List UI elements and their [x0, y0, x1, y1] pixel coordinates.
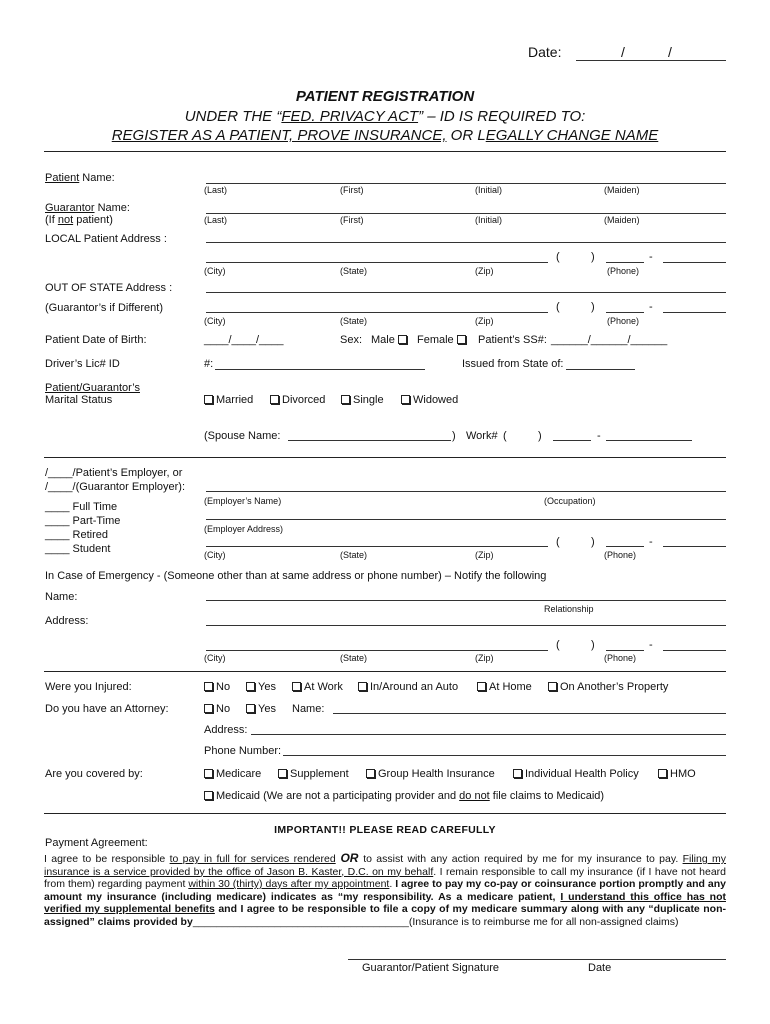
employer-name-field[interactable] — [206, 491, 726, 492]
sub-zip: (Zip) — [475, 653, 494, 663]
checkbox-icon[interactable] — [204, 791, 213, 800]
date-label: Date: — [528, 44, 562, 60]
emergency-phone-number[interactable] — [663, 650, 726, 651]
paren-open: ( — [556, 301, 560, 313]
signature-date-label: Date — [588, 962, 612, 974]
employment-student[interactable]: ____ Student — [45, 543, 111, 555]
sex-male-option[interactable]: Male — [371, 334, 410, 346]
dob-field[interactable]: ____/____/____ — [204, 334, 284, 346]
sub-last: (Last) — [204, 215, 228, 225]
marital-married-option[interactable]: Married — [204, 394, 253, 406]
sex-label: Sex: — [340, 334, 363, 346]
emergency-name-field[interactable] — [206, 600, 726, 601]
form-subtitle-2: REGISTER AS A PATIENT, PROVE INSURANCE, OR LEGALLY CHANGE NAME — [111, 127, 659, 144]
sub-last: (Last) — [204, 185, 228, 195]
sub-phone: (Phone) — [607, 316, 640, 326]
employer-phone-prefix[interactable] — [606, 546, 644, 547]
attorney-name-field[interactable] — [333, 713, 726, 714]
paren-open: ( — [556, 639, 560, 651]
date-separator: / — [668, 44, 672, 60]
covered-medicaid-option[interactable]: Medicaid (We are not a participating provider and do not file claims to Medicaid) — [204, 790, 604, 802]
sub-city: (City) — [204, 316, 226, 326]
injured-yes-option[interactable]: Yes — [246, 681, 276, 693]
emergency-city-field[interactable] — [206, 650, 548, 651]
sub-employer-name: (Employer’s Name) — [204, 496, 282, 506]
marital-label: Patient/Guarantor’s — [45, 382, 140, 394]
checkbox-icon[interactable] — [246, 682, 255, 691]
paren-close: ) — [452, 430, 456, 442]
injured-label: Were you Injured: — [45, 681, 132, 693]
injured-no-option[interactable]: No — [204, 681, 230, 693]
covered-label: Are you covered by: — [45, 768, 143, 780]
checkbox-icon[interactable] — [477, 682, 486, 691]
dob-label: Patient Date of Birth: — [45, 334, 147, 346]
date-field[interactable] — [576, 60, 726, 61]
divider — [44, 813, 726, 814]
paren-close: ) — [591, 536, 595, 548]
paren-close: ) — [538, 430, 542, 442]
sub-first: (First) — [340, 185, 364, 195]
checkbox-icon[interactable] — [548, 682, 557, 691]
checkbox-icon[interactable] — [278, 769, 287, 778]
sub-initial: (Initial) — [475, 185, 503, 195]
dash: - — [597, 430, 601, 442]
checkbox-icon[interactable] — [204, 395, 213, 404]
out-of-state-label: OUT OF STATE Address : — [45, 282, 173, 294]
attorney-address-label: Address: — [204, 724, 248, 736]
marital-divorced-option[interactable]: Divorced — [270, 394, 325, 406]
sub-occupation: (Occupation) — [544, 496, 596, 506]
attorney-phone-field[interactable] — [283, 755, 726, 756]
divider — [44, 457, 726, 458]
sub-initial: (Initial) — [475, 215, 503, 225]
checkbox-icon[interactable] — [204, 704, 213, 713]
form-subtitle: UNDER THE “FED. PRIVACY ACT” – ID IS REQUIRED TO: — [184, 108, 586, 125]
employment-part-time[interactable]: ____ Part-Time — [45, 515, 121, 527]
sub-city: (City) — [204, 653, 226, 663]
injured-auto-option[interactable]: In/Around an Auto — [358, 681, 458, 693]
covered-hmo-option[interactable]: HMO — [658, 768, 696, 780]
payment-agreement-label: Payment Agreement: — [45, 837, 148, 849]
sex-female-option[interactable]: Female — [417, 334, 469, 346]
local-phone-number[interactable] — [663, 262, 726, 263]
attorney-yes-option[interactable]: Yes — [246, 703, 276, 715]
sub-state: (State) — [340, 266, 368, 276]
attorney-name-label: Name: — [292, 703, 325, 715]
checkbox-icon[interactable] — [204, 769, 213, 778]
paren-open: ( — [503, 430, 507, 442]
checkbox-icon[interactable] — [270, 395, 279, 404]
employer-label-2: /____/(Guarantor Employer): — [45, 481, 186, 493]
oos-phone-number[interactable] — [663, 312, 726, 313]
checkbox-icon[interactable] — [358, 682, 367, 691]
employer-city-field[interactable] — [206, 546, 548, 547]
paren-open: ( — [556, 536, 560, 548]
sub-maiden: (Maiden) — [604, 215, 640, 225]
issued-state-field[interactable] — [566, 369, 635, 370]
emergency-address-field[interactable] — [206, 625, 726, 626]
payment-agreement-text: I agree to be responsible to pay in full for services rendered OR to assist with any action required by me for my insurance to pay. Filing my insurance is a service provided by the office of Jason B. Kaster, D.C. on my behalf. I remain responsible to call my insurance (if I have not heard from them) regarding payment within 30 (thirty) days after my appointment. I agree to pay my co-pay or coinsurance portion promptly and any amount my insurance (including medicare) indicates as “my responsibility. As a medicare patient, I understand this office has not verified my supplemental benefits and I agree to be responsible to file a copy of my medicare summary along with any “duplicate non-assigned” claims provided by_____________________________________(Insurance is to reimburse me for all non-assigned claims) — [44, 851, 727, 928]
patient-name-label: Patient Name: — [45, 172, 115, 184]
emergency-header: In Case of Emergency - (Someone other than at same address or phone number) – Notify the following — [45, 570, 547, 582]
paren-close: ) — [591, 639, 595, 651]
attorney-phone-label: Phone Number: — [204, 745, 282, 757]
spouse-label: (Spouse Name: — [204, 430, 281, 442]
injured-home-option[interactable]: At Home — [477, 681, 532, 693]
form-title: PATIENT REGISTRATION — [295, 88, 475, 105]
attorney-label: Do you have an Attorney: — [45, 703, 169, 715]
sub-state: (State) — [340, 316, 368, 326]
sub-city: (City) — [204, 550, 226, 560]
local-city-field[interactable] — [206, 262, 548, 263]
sub-phone: (Phone) — [604, 653, 637, 663]
insurance-blank-field[interactable]: _____________________________________ — [192, 915, 409, 928]
employer-label: /____/Patient’s Employer, or — [45, 467, 183, 479]
sub-relationship: Relationship — [544, 604, 594, 614]
out-of-state-note: (Guarantor’s if Different) — [45, 302, 163, 314]
sub-first: (First) — [340, 215, 364, 225]
injured-property-option[interactable]: On Another’s Property — [548, 681, 668, 693]
guarantor-name-field[interactable] — [206, 213, 726, 214]
sub-state: (State) — [340, 550, 368, 560]
covered-supplement-option[interactable]: Supplement — [278, 768, 349, 780]
spouse-work-label: Work# — [466, 430, 498, 442]
local-phone-prefix[interactable] — [606, 262, 644, 263]
checkbox-icon[interactable] — [401, 395, 410, 404]
sub-phone: (Phone) — [604, 550, 637, 560]
employment-full-time[interactable]: ____ Full Time — [45, 501, 118, 513]
attorney-address-field[interactable] — [251, 734, 726, 735]
dash: - — [649, 639, 653, 651]
spouse-work-number[interactable] — [606, 440, 692, 441]
sub-zip: (Zip) — [475, 550, 494, 560]
local-address-label: LOCAL Patient Address : — [45, 233, 167, 245]
paren-open: ( — [556, 251, 560, 263]
ss-label: Patient’s SS#: — [478, 334, 547, 346]
emergency-address-label: Address: — [45, 615, 89, 627]
sub-city: (City) — [204, 266, 226, 276]
employer-phone-number[interactable] — [663, 546, 726, 547]
sub-maiden: (Maiden) — [604, 185, 640, 195]
checkbox-icon[interactable] — [366, 769, 375, 778]
dash: - — [649, 536, 653, 548]
injured-at-work-option[interactable]: At Work — [292, 681, 343, 693]
covered-individual-option[interactable]: Individual Health Policy — [513, 768, 639, 780]
emergency-phone-prefix[interactable] — [606, 650, 644, 651]
patient-name-field[interactable] — [206, 183, 726, 184]
checkbox-icon[interactable] — [457, 335, 466, 344]
marital-single-option[interactable]: Single — [341, 394, 384, 406]
important-notice: IMPORTANT!! PLEASE READ CAREFULLY — [274, 824, 496, 836]
marital-label-2: Marital Status — [45, 394, 113, 406]
sub-zip: (Zip) — [475, 316, 494, 326]
divider — [44, 671, 726, 672]
local-address-field[interactable] — [206, 242, 726, 243]
employer-address-field[interactable] — [206, 519, 726, 520]
issued-state-label: Issued from State of: — [462, 358, 564, 370]
date-separator: / — [621, 44, 625, 60]
emergency-name-label: Name: — [45, 591, 78, 603]
sub-state: (State) — [340, 653, 368, 663]
paren-close: ) — [591, 251, 595, 263]
drivers-license-label: Driver’s Lic# ID — [45, 358, 120, 370]
guarantor-note: (If not patient) — [45, 214, 113, 226]
covered-group-option[interactable]: Group Health Insurance — [366, 768, 495, 780]
signature-label: Guarantor/Patient Signature — [362, 962, 499, 974]
attorney-no-option[interactable]: No — [204, 703, 230, 715]
ss-field[interactable]: ______/______/______ — [551, 334, 668, 346]
checkbox-icon[interactable] — [292, 682, 301, 691]
guarantor-name-label: Guarantor Name: — [45, 202, 130, 214]
checkbox-icon[interactable] — [341, 395, 350, 404]
marital-widowed-option[interactable]: Widowed — [401, 394, 458, 406]
paren-close: ) — [591, 301, 595, 313]
dash: - — [649, 251, 653, 263]
checkbox-icon[interactable] — [398, 335, 407, 344]
covered-medicare-option[interactable]: Medicare — [204, 768, 261, 780]
spouse-work-prefix[interactable] — [553, 440, 591, 441]
sub-employer-address: (Employer Address) — [204, 524, 284, 534]
drivers-prefix: #: — [204, 358, 214, 370]
signature-line[interactable] — [348, 959, 726, 960]
divider — [44, 151, 726, 152]
out-of-state-city-field[interactable] — [206, 312, 548, 313]
checkbox-icon[interactable] — [204, 682, 213, 691]
employment-retired[interactable]: ____ Retired — [45, 529, 108, 541]
dash: - — [649, 301, 653, 313]
drivers-license-field[interactable] — [215, 369, 425, 370]
oos-phone-prefix[interactable] — [606, 312, 644, 313]
sub-phone: (Phone) — [607, 266, 640, 276]
out-of-state-address-field[interactable] — [206, 292, 726, 293]
sub-zip: (Zip) — [475, 266, 494, 276]
spouse-name-field[interactable] — [288, 440, 451, 441]
checkbox-icon[interactable] — [246, 704, 255, 713]
checkbox-icon[interactable] — [513, 769, 522, 778]
checkbox-icon[interactable] — [658, 769, 667, 778]
